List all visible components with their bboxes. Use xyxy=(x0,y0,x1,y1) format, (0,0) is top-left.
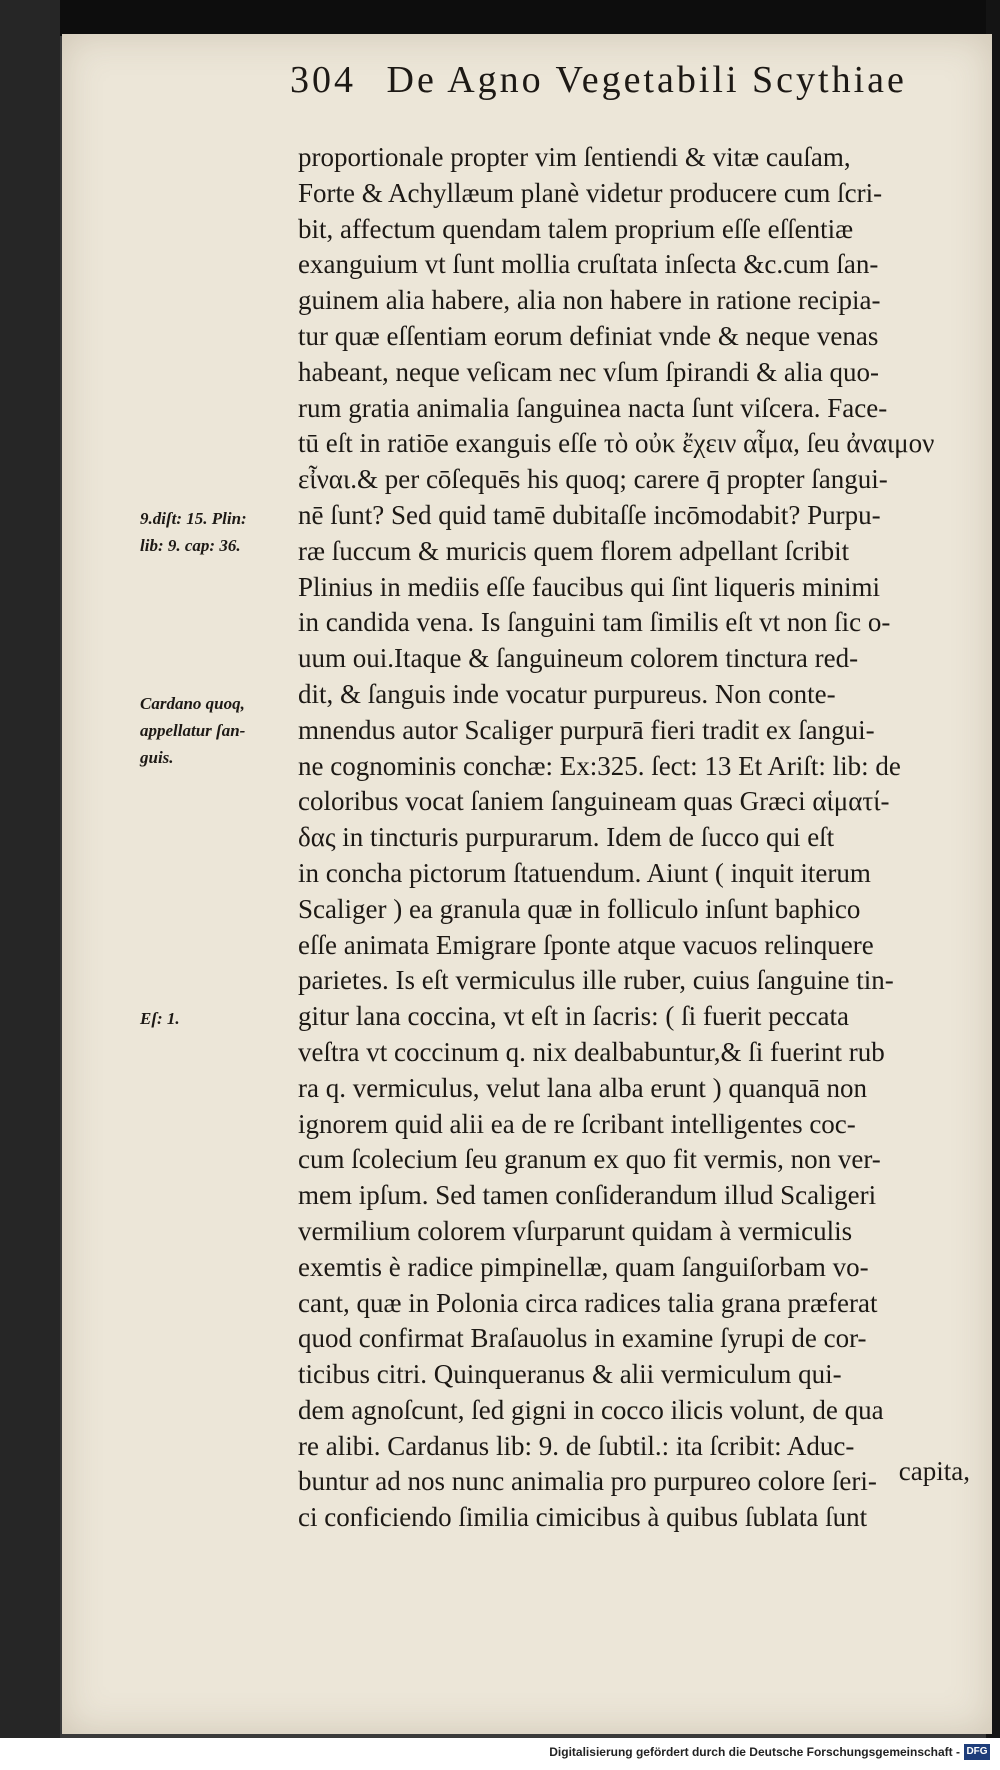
text-line: δας in tincturis purpurarum. Idem de ſucco qui eſt xyxy=(298,822,835,853)
text-line: ignorem quid alii ea de re ſcribant intelligentes coc- xyxy=(298,1108,856,1139)
scan-top-border xyxy=(0,0,1000,36)
marginal-note-line: Eſ: 1. xyxy=(140,1009,180,1028)
digitization-credit: Digitalisierung gefördert durch die Deutsche Forschungsgemeinschaft - xyxy=(549,1745,960,1759)
marginal-note-line: lib: 9. cap: 36. xyxy=(140,536,241,555)
text-line: ra q. vermiculus, velut lana alba erunt ) quanquā non xyxy=(298,1072,868,1103)
text-line: exemtis è radice pimpinellæ, quam ſanguiſorbam vo- xyxy=(298,1251,869,1282)
text-line: dit, & ſanguis inde vocatur purpureus. Non conte- xyxy=(298,678,836,709)
text-line: tū eſt in ratiōe exanguis eſſe τὸ οὐκ ἔχειν αἷμα, ſeu ἀναιμον xyxy=(298,428,935,459)
text-line: ticibus citri. Quinqueranus & alii vermiculum qui- xyxy=(298,1359,842,1390)
text-line: coloribus vocat ſaniem ſanguineam quas Græci αἱματί- xyxy=(298,786,890,817)
text-line: εἶναι.& per cōſequēs his quoq; carere q̄ propter ſangui- xyxy=(298,464,888,495)
text-line: proportionale propter vim ſentiendi & vitæ cauſam, xyxy=(298,142,851,172)
text-line: in concha pictorum ſtatuendum. Aiunt ( inquit iterum xyxy=(298,857,871,888)
text-line: cant, quæ in Polonia circa radices talia grana præferat xyxy=(298,1287,878,1318)
scan-left-border xyxy=(0,0,60,1770)
body-text-block xyxy=(298,140,976,1536)
text-line: nē ſunt? Sed quid tamē dubitaſſe incōmodabit? Purpu- xyxy=(298,499,881,530)
text-line: rum gratia animalia ſanguinea nacta ſunt viſcera. Face- xyxy=(298,392,888,423)
catchword: capita, xyxy=(898,1456,970,1486)
text-line: parietes. Is eſt vermiculus ille ruber, cuius ſanguine tin- xyxy=(298,965,894,996)
text-line: ræ ſuccum & muricis quem florem adpellant ſcribit xyxy=(298,535,850,566)
text-line: tur quæ eſſentiam eorum definiat vnde & neque venas xyxy=(298,320,879,351)
text-line: bit, affectum quendam talem proprium eſſe eſſentiæ xyxy=(298,213,854,244)
marginal-note-pliny xyxy=(140,505,290,559)
page-number: 304 xyxy=(290,59,356,101)
text-line: ci conficiendo ſimilia cimicibus à quibus ſublata ſunt xyxy=(298,1502,868,1533)
marginal-note-line: appellatur ſan- xyxy=(140,721,246,740)
text-line: veſtra vt coccinum q. nix dealbabuntur,& ſi fuerint rub xyxy=(298,1036,885,1067)
text-line: Plinius in mediis eſſe faucibus qui ſint liqueris minimi xyxy=(298,571,880,602)
text-line: exanguium vt ſunt mollia cruſtata inſecta &c.cum ſan- xyxy=(298,249,879,280)
marginal-note-line: 9.diſt: 15. Plin: xyxy=(140,509,247,528)
text-line: guinem alia habere, alia non habere in ratione recipia- xyxy=(298,285,881,316)
text-line: in candida vena. Is ſanguini tam ſimilis eſt vt non ſic o- xyxy=(298,607,891,638)
running-head-title: De Agno Vegetabili Scythiae xyxy=(386,59,907,101)
text-line: eſſe animata Emigrare ſponte atque vacuos relinquere xyxy=(298,929,874,960)
marginal-note-cardano xyxy=(140,690,290,771)
text-line: habeant, neque veſicam nec vſum ſpirandi & alia quo- xyxy=(298,356,880,387)
marginal-note-line: Cardano quoq, xyxy=(140,694,245,713)
text-line: Scaliger ) ea granula quæ in folliculo inſunt baphico xyxy=(298,893,861,924)
text-line: vermilium colorem vſurparunt quidam à vermiculis xyxy=(298,1215,853,1246)
text-line: dem agnoſcunt, ſed gigni in cocco ilicis volunt, de qua xyxy=(298,1394,884,1425)
text-line: Forte & Achyllæum planè videtur producere cum ſcri- xyxy=(298,177,883,208)
text-line: quod confirmat Braſauolus in examine ſyrupi de cor- xyxy=(298,1323,867,1354)
text-line: re alibi. Cardanus lib: 9. de ſubtil.: ita ſcribit: Aduc- xyxy=(298,1430,855,1461)
marginal-note-isaiah xyxy=(140,1005,290,1032)
text-line: cum ſcolecium ſeu granum ex quo fit vermis, non ver- xyxy=(298,1144,881,1175)
text-line: uum oui.Itaque & ſanguineum colorem tinctura red- xyxy=(298,643,859,674)
text-line: buntur ad nos nunc animalia pro purpureo colore ſeri- xyxy=(298,1466,877,1497)
running-header xyxy=(290,58,970,120)
marginal-note-line: guis. xyxy=(140,748,174,767)
text-line: ne cognominis conchæ: Ex:325. ſect: 13 Et Ariſt: lib: de xyxy=(298,750,901,781)
text-line: mnendus autor Scaliger purpurā fieri tradit ex ſangui- xyxy=(298,714,875,745)
text-line: gitur lana coccina, vt eſt in ſacris: ( ſi fuerit peccata xyxy=(298,1001,849,1032)
dfg-logo: DFG xyxy=(964,1744,990,1760)
text-line: mem ipſum. Sed tamen conſiderandum illud Scaligeri xyxy=(298,1180,877,1211)
